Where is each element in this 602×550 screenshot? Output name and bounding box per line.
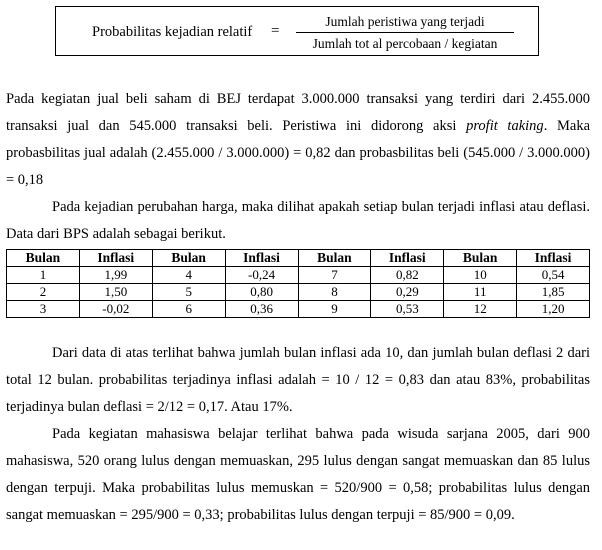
table-cell: 1 <box>7 267 80 284</box>
table-cell: 0,29 <box>371 284 444 301</box>
table-row <box>7 267 590 284</box>
table-cell: 9 <box>298 301 371 318</box>
inflation-table <box>6 249 590 318</box>
formula-equals: = <box>271 23 280 39</box>
table-header-cell: Inflasi <box>79 250 152 267</box>
table-cell: -0,24 <box>225 267 298 284</box>
table-header-cell: Bulan <box>152 250 225 267</box>
table-cell: 1,20 <box>517 301 590 318</box>
table-cell: 10 <box>444 267 517 284</box>
table-header-cell: Inflasi <box>517 250 590 267</box>
table-cell: 12 <box>444 301 517 318</box>
paragraph-saham-part2: . Maka probasbilitas jual adalah (2.455.000 / 3.000.000) = 0,82 dan probasbilitas beli (545.000 / 3.000.000) = 0,18 <box>6 118 591 188</box>
paragraph-saham-part1: Pada kegiatan jual beli saham di BEJ terdapat 3.000.000 transaksi yang terdiri dari 2.455.000 transaksi jual dan 545.000 transaksi beli. Peristiwa ini didorong aksi <box>6 91 590 134</box>
paragraph-inflasi-summary: Dari data di atas terlihat bahwa jumlah bulan inflasi ada 10, dan jumlah bulan deflasi 2 dari total 12 bulan. probabilitas terjadinya inflasi adalah = 10 / 12 = 0,83 dan atau 83%, probabilitas terjadinya bulan deflasi = 2/12 = 0,17. Atau 17%. <box>6 345 590 415</box>
table-cell: 1,85 <box>517 284 590 301</box>
paragraph-saham <box>6 86 590 194</box>
table-header-row <box>7 250 590 267</box>
table-cell: 6 <box>152 301 225 318</box>
table-header-cell: Bulan <box>298 250 371 267</box>
formula-fraction <box>296 13 514 52</box>
table-cell: -0,02 <box>79 301 152 318</box>
table-cell: 8 <box>298 284 371 301</box>
table-header-cell: Bulan <box>444 250 517 267</box>
table-cell: 3 <box>7 301 80 318</box>
table-cell: 11 <box>444 284 517 301</box>
paragraph-mahasiswa: Pada kegiatan mahasiswa belajar terlihat bahwa pada wisuda sarjana 2005, dari 900 mahasiswa, 520 orang lulus dengan memuaskan, 295 lulus dengan sangat memuaskan dan 85 lulus dengan terpuji. Maka probabilitas lulus memuskan = 520/900 = 0,58; probabilitas lulus dengan sangat memuaskan = 295/900 = 0,33; probabilitas lulus dengan terpuji = 85/900 = 0,09. <box>6 426 590 523</box>
formula-numerator: Jumlah peristiwa yang terjadi <box>325 14 485 29</box>
table-cell: 4 <box>152 267 225 284</box>
table-cell: 5 <box>152 284 225 301</box>
table-cell: 0,36 <box>225 301 298 318</box>
table-cell: 0,82 <box>371 267 444 284</box>
paragraph-saham-italic: profit taking <box>466 118 544 134</box>
formula-denominator: Jumlah tot al percobaan / kegiatan <box>312 36 498 51</box>
table-header-cell: Inflasi <box>225 250 298 267</box>
table-header-cell: Bulan <box>7 250 80 267</box>
table-row <box>7 301 590 318</box>
table-cell: 7 <box>298 267 371 284</box>
table-cell: 2 <box>7 284 80 301</box>
formula-label: Probabilitas kejadian relatif <box>92 24 253 40</box>
table-row <box>7 284 590 301</box>
table-cell: 1,50 <box>79 284 152 301</box>
paragraph-inflasi-intro: Pada kejadian perubahan harga, maka dilihat apakah setiap bulan terjadi inflasi atau deflasi. Data dari BPS adalah sebagai berikut. <box>6 199 590 242</box>
table-cell: 0,80 <box>225 284 298 301</box>
table-header-cell: Inflasi <box>371 250 444 267</box>
table-cell: 1,99 <box>79 267 152 284</box>
formula-box <box>55 6 539 56</box>
fraction-bar <box>296 32 514 33</box>
table-cell: 0,53 <box>371 301 444 318</box>
table-cell: 0,54 <box>517 267 590 284</box>
